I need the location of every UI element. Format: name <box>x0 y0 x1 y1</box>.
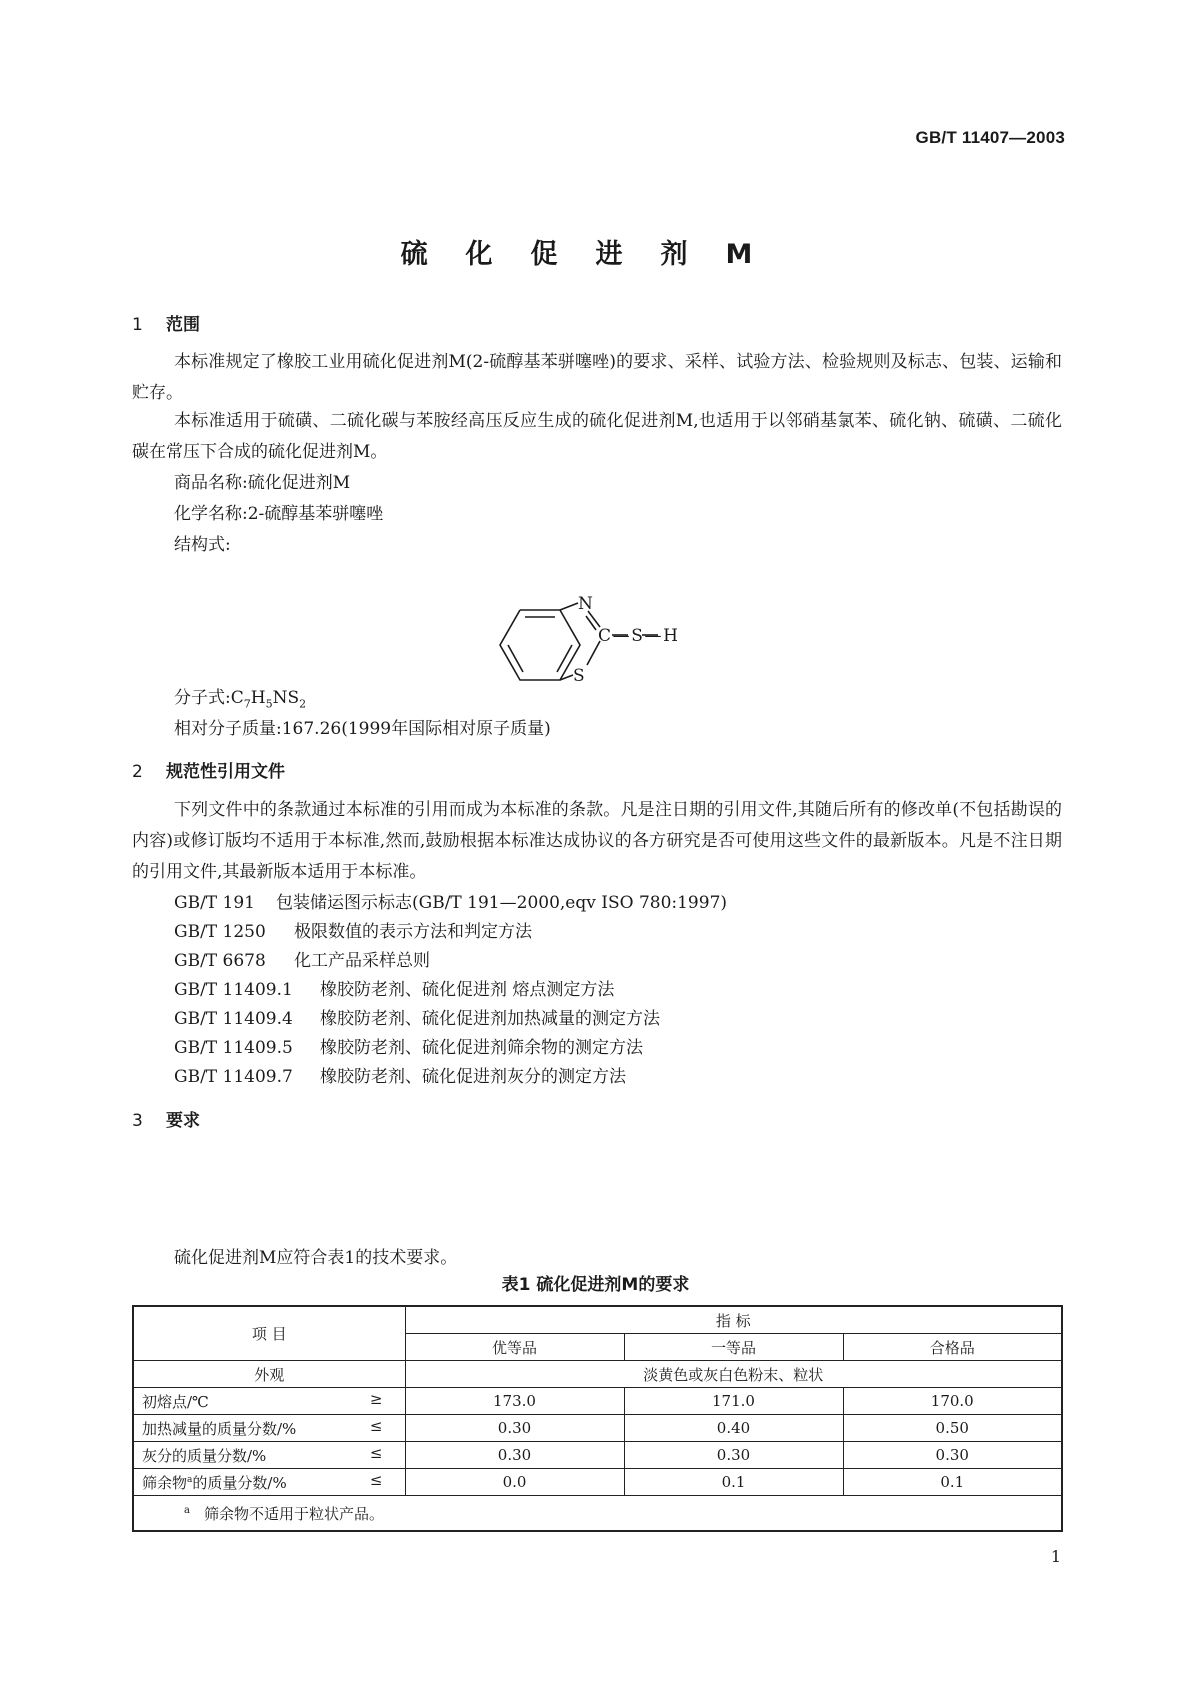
references-intro: 下列文件中的条款通过本标准的引用而成为本标准的条款。凡是注日期的引用文件,其随后所有的修改单(不包括勘误的内容)或修订版均不适用于本标准,然而,鼓励根据本标准达成协议的各方研究是否可使用这些文件的最新版本。凡是不注日期的引用文件,其最新版本适用于本标准。 <box>132 800 1062 882</box>
standard-code: GB/T 11407—2003 <box>915 128 1065 147</box>
table-row <box>133 1442 1062 1469</box>
reference-title: 极限数值的表示方法和判定方法 <box>294 922 532 942</box>
reference-code: GB/T 1250 <box>174 922 266 942</box>
structural-formula <box>480 594 730 715</box>
appearance-label: 外观 <box>133 1361 405 1388</box>
section-1-number: 1 <box>132 315 143 335</box>
page-number: 1 <box>1050 1547 1061 1566</box>
section-3-number: 3 <box>132 1111 143 1131</box>
row-item <box>133 1415 405 1442</box>
reference-item <box>174 1062 626 1087</box>
appearance-value: 淡黄色或灰白色粉末、粒状 <box>405 1361 1062 1388</box>
reference-title: 化工产品采样总则 <box>294 951 430 971</box>
row-operator: ≤ <box>369 1471 383 1489</box>
reference-title: 橡胶防老剂、硫化促进剂加热减量的测定方法 <box>320 1009 660 1029</box>
table-footnote <box>133 1496 1062 1532</box>
row-operator: ≤ <box>369 1444 383 1462</box>
row-value: 0.1 <box>624 1469 843 1496</box>
atom-s-ring-label: S <box>573 666 585 686</box>
grade-qualified: 合格品 <box>843 1334 1062 1361</box>
row-item-label: 灰分的质量分数/% <box>142 1446 267 1465</box>
grade-premium: 优等品 <box>405 1334 624 1361</box>
row-value: 0.0 <box>405 1469 624 1496</box>
row-operator: ≥ <box>369 1390 383 1408</box>
row-value: 0.1 <box>843 1469 1062 1496</box>
scope-paragraph-2: 本标准适用于硫磺、二硫化碳与苯胺经高压反应生成的硫化促进剂M,也适用于以邻硝基氯苯、硫化钠、硫磺、二硫化碳在常压下合成的硫化促进剂M。 <box>132 411 1062 462</box>
grade-first: 一等品 <box>624 1334 843 1361</box>
reference-item <box>174 946 430 971</box>
row-value: 0.40 <box>624 1415 843 1442</box>
reference-item <box>174 888 727 913</box>
reference-item <box>174 1033 643 1058</box>
footnote-text: 筛余物不适用于粒状产品。 <box>203 1504 384 1523</box>
row-operator: ≤ <box>369 1417 383 1435</box>
table-row <box>133 1361 1062 1388</box>
csh-chain-label: C—S—H <box>598 626 678 646</box>
row-value: 0.50 <box>843 1415 1062 1442</box>
atom-n-label: N <box>578 594 593 614</box>
formula-h-count: 5 <box>265 697 273 711</box>
requirements-text: 硫化促进剂M应符合表1的技术要求。 <box>174 1248 458 1268</box>
reference-code: GB/T 11409.1 <box>174 980 293 1000</box>
reference-code: GB/T 11409.7 <box>174 1067 293 1087</box>
row-item <box>133 1469 405 1496</box>
row-item-footnote-mark: a <box>187 1474 193 1485</box>
requirements-table <box>132 1305 1063 1532</box>
row-value: 0.30 <box>405 1415 624 1442</box>
row-value: 171.0 <box>624 1388 843 1415</box>
molecular-mass: 相对分子质量:167.26(1999年国际相对原子质量) <box>174 719 551 739</box>
section-1-title: 范围 <box>166 315 200 335</box>
section-2-heading <box>132 757 285 782</box>
formula-h: H <box>250 688 266 708</box>
table-footnote-row <box>133 1496 1062 1532</box>
reference-item <box>174 917 532 942</box>
header-index: 指 标 <box>405 1306 1062 1334</box>
scope-paragraph-1: 本标准规定了橡胶工业用硫化促进剂M(2-硫醇基苯骈噻唑)的要求、采样、试验方法、检验规则及标志、包装、运输和贮存。 <box>132 352 1062 403</box>
trade-name: 商品名称:硫化促进剂M <box>174 473 351 493</box>
formula-c-count: 7 <box>243 697 251 711</box>
row-value: 0.30 <box>843 1442 1062 1469</box>
reference-code: GB/T 6678 <box>174 951 266 971</box>
row-item <box>133 1388 405 1415</box>
section-1-heading <box>132 310 200 335</box>
reference-code: GB/T 191 <box>174 893 255 913</box>
table-header-row <box>133 1306 1062 1334</box>
row-value: 0.30 <box>405 1442 624 1469</box>
reference-code: GB/T 11409.5 <box>174 1038 293 1058</box>
formula-prefix: 分子式: <box>174 688 231 708</box>
formula-ns: NS <box>272 688 300 708</box>
row-item <box>133 1442 405 1469</box>
row-item-label: 初熔点/℃ <box>142 1392 209 1411</box>
section-3-heading <box>132 1106 200 1131</box>
reference-title: 橡胶防老剂、硫化促进剂筛余物的测定方法 <box>320 1038 643 1058</box>
document-title: 硫化促进剂M <box>400 239 791 270</box>
reference-item <box>174 975 614 1000</box>
row-item-label-suffix: 的质量分数/% <box>192 1473 287 1492</box>
row-value: 173.0 <box>405 1388 624 1415</box>
section-2-number: 2 <box>132 762 143 782</box>
structure-label: 结构式: <box>174 535 231 555</box>
table-row <box>133 1415 1062 1442</box>
chemical-name: 化学名称:2-硫醇基苯骈噻唑 <box>174 504 384 524</box>
footnote-mark: a <box>184 1504 190 1516</box>
table-row <box>133 1469 1062 1496</box>
row-value: 170.0 <box>843 1388 1062 1415</box>
table-row <box>133 1388 1062 1415</box>
molecular-formula <box>174 683 306 710</box>
reference-code: GB/T 11409.4 <box>174 1009 293 1029</box>
formula-ns-count: 2 <box>299 697 307 711</box>
header-item: 项 目 <box>133 1306 405 1361</box>
reference-title: 橡胶防老剂、硫化促进剂 熔点测定方法 <box>320 980 615 1000</box>
formula-c: C <box>230 688 244 708</box>
section-2-title: 规范性引用文件 <box>166 762 285 782</box>
reference-title: 包装储运图示标志(GB/T 191—2000,eqv ISO 780:1997) <box>276 893 728 913</box>
reference-item <box>174 1004 660 1029</box>
reference-title: 橡胶防老剂、硫化促进剂灰分的测定方法 <box>320 1067 626 1087</box>
section-3-title: 要求 <box>166 1111 200 1131</box>
row-item-label: 筛余物 <box>142 1473 188 1492</box>
row-value: 0.30 <box>624 1442 843 1469</box>
row-item-label: 加热减量的质量分数/% <box>142 1419 297 1438</box>
table-caption: 表1 硫化促进剂M的要求 <box>501 1275 690 1295</box>
